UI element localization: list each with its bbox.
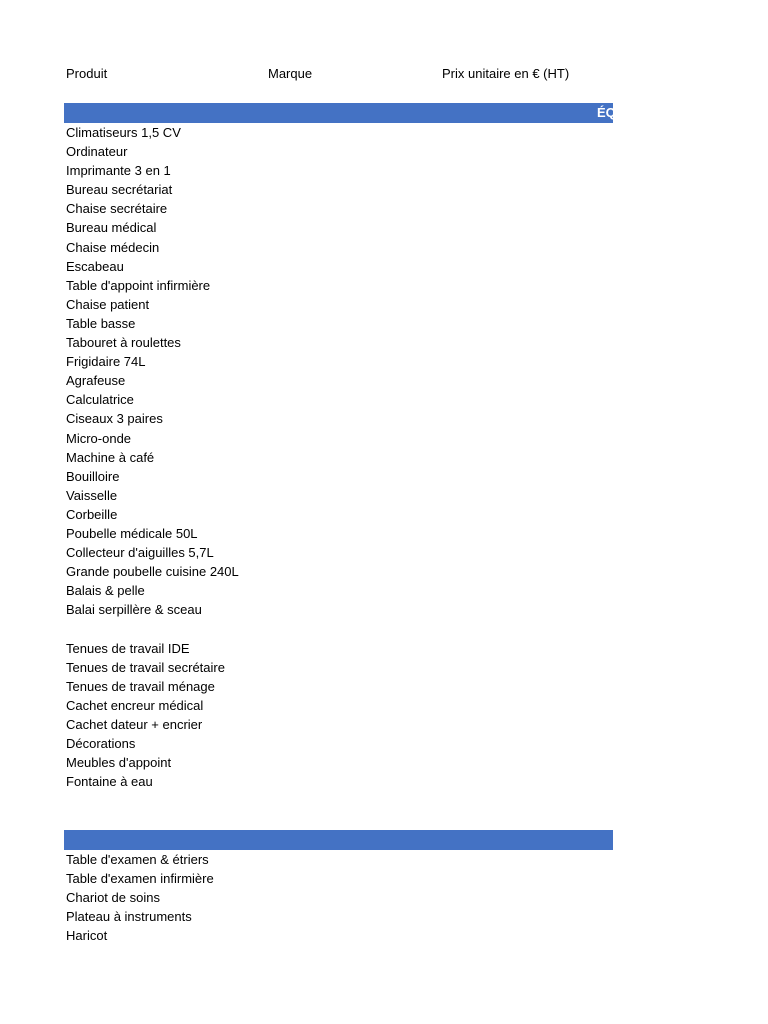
list-item: Table d'examen infirmière (66, 871, 214, 887)
list-item: Calculatrice (66, 392, 134, 408)
list-item: Table d'examen & étriers (66, 852, 209, 867)
list-item: Table basse (66, 315, 136, 331)
list-item: Poubelle médicale 50L (66, 525, 198, 541)
list-item: Table d'appoint infirmière (66, 277, 211, 293)
list-item: Bureau secrétariat (66, 182, 173, 198)
list-item: Fontaine à eau (66, 774, 153, 790)
list-item: Chaise patient (66, 296, 150, 312)
list-item: Grande poubelle cuisine 240L (66, 564, 239, 580)
list-item: Imprimante 3 en 1 (66, 163, 171, 179)
product-list-section-2 (66, 851, 214, 946)
list-item: Ciseaux 3 paires (66, 411, 163, 427)
list-item: Climatiseurs 1,5 CV (66, 125, 181, 140)
list-item: Tenues de travail secrétaire (66, 659, 225, 675)
list-item: Micro-onde (66, 430, 132, 446)
list-item: Ordinateur (66, 144, 128, 160)
list-item: Balais & pelle (66, 583, 145, 599)
list-item: Escabeau (66, 258, 124, 274)
section-band-label: ÉQ (597, 105, 616, 120)
list-item: Meubles d'appoint (66, 755, 172, 771)
list-item: Chaise médecin (66, 239, 160, 255)
column-header-produit: Produit (66, 66, 108, 81)
list-item: Collecteur d'aiguilles 5,7L (66, 545, 214, 561)
list-item: Balai serpillère & sceau (66, 602, 202, 618)
list-item: Bouilloire (66, 468, 120, 484)
list-item: Chaise secrétaire (66, 201, 168, 217)
column-header-prix: Prix unitaire en € (HT) (442, 66, 570, 81)
column-header-marque: Marque (268, 66, 313, 81)
list-item: Vaisselle (66, 487, 118, 503)
list-item: Corbeille (66, 506, 118, 522)
section-band-equipment (64, 103, 616, 123)
list-item: Tenues de travail ménage (66, 678, 215, 694)
list-item: Bureau médical (66, 220, 157, 236)
list-item: Tenues de travail IDE (66, 640, 190, 656)
list-item: Frigidaire 74L (66, 354, 146, 370)
empty-row (66, 620, 239, 639)
list-item: Chariot de soins (66, 890, 160, 906)
list-item: Agrafeuse (66, 373, 126, 389)
list-item: Décorations (66, 736, 136, 751)
list-item: Plateau à instruments (66, 909, 192, 925)
list-item: Haricot (66, 928, 108, 944)
list-item: Cachet dateur + encrier (66, 716, 203, 732)
list-item: Machine à café (66, 449, 155, 465)
list-item: Tabouret à roulettes (66, 335, 181, 351)
section-band-medical (64, 830, 613, 850)
list-item: Cachet encreur médical (66, 697, 204, 713)
product-list-section-1 (66, 124, 239, 792)
